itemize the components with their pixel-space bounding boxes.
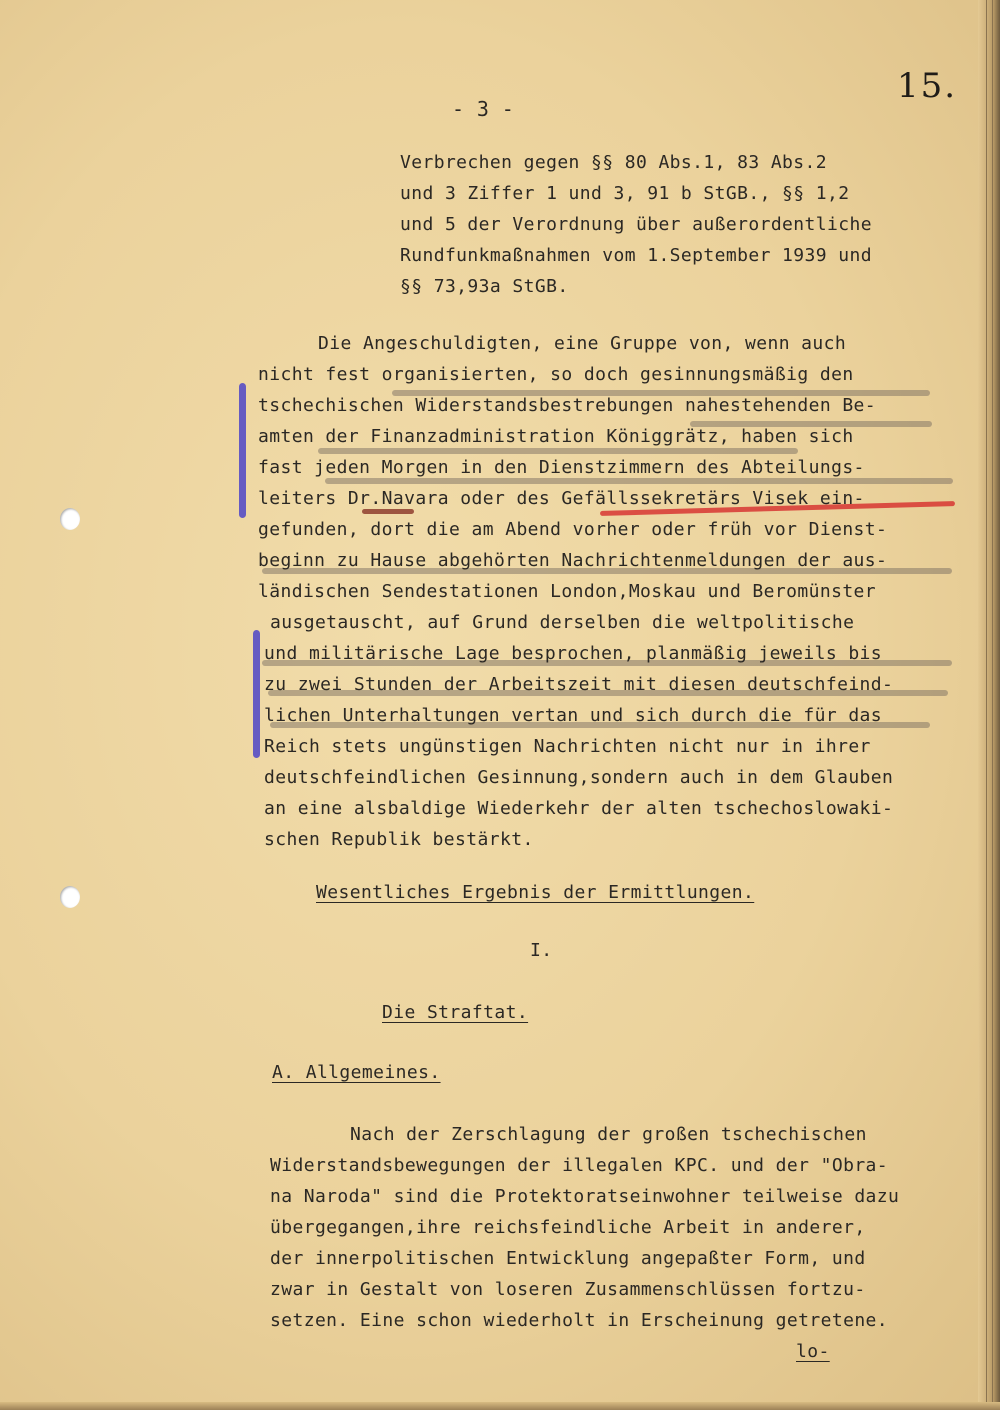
charge-line: und 3 Ziffer 1 und 3, 91 b StGB., §§ 1,2 [400,183,850,204]
charge-line: Rundfunkmaßnahmen vom 1.September 1939 und [400,245,872,266]
pencil-underline [325,478,953,484]
page-stack-edge [978,0,1000,1410]
blue-margin-mark [239,383,246,518]
paragraph-line: Nach der Zerschlagung der großen tschechischen [350,1124,867,1145]
blue-margin-mark [253,630,260,758]
paragraph-line: na Naroda" sind die Protektoratseinwohner teilweise dazu [270,1186,900,1207]
paragraph-line: und militärische Lage besprochen, planmäßig jeweils bis [264,643,883,664]
paragraph-line: ausgetauscht, auf Grund derselben die weltpolitische [270,612,855,633]
punch-hole [60,508,80,530]
paragraph-line: tschechischen Widerstandsbestrebungen nahestehenden Be- [258,395,877,416]
paragraph-line: beginn zu Hause abgehörten Nachrichtenmeldungen der aus- [258,550,888,571]
folio-number: 15. [897,66,958,106]
page-marker: - 3 - [452,97,515,121]
paragraph-line: der innerpolitischen Entwicklung angepaßter Form, und [270,1248,866,1269]
subsection-heading: A. Allgemeines. [272,1062,441,1083]
subheading: Die Straftat. [382,1002,529,1023]
paragraph-line: an eine alsbaldige Wiederkehr der alten tschechoslowaki- [264,798,894,819]
paragraph-line: zu zwei Stunden der Arbeitszeit mit diesen deutschfeind- [264,674,894,695]
charge-line: §§ 73,93a StGB. [400,276,569,297]
paragraph-line: übergegangen,ihre reichsfeindliche Arbeit in anderer, [270,1217,866,1238]
paragraph-line: ländischen Sendestationen London,Moskau und Beromünster [258,581,877,602]
charge-line: Verbrechen gegen §§ 80 Abs.1, 83 Abs.2 [400,152,828,173]
brown-pencil-stroke [362,509,414,514]
punch-hole [60,886,80,908]
paragraph-line: fast jeden Morgen in den Dienstzimmern des Abteilungs- [258,457,865,478]
paragraph-line: schen Republik bestärkt. [264,829,534,850]
paragraph-line: lichen Unterhaltungen vertan und sich durch die für das [264,705,883,726]
paragraph-line: zwar in Gestalt von loseren Zusammenschlüssen fortzu- [270,1279,866,1300]
charge-line: und 5 der Verordnung über außerordentliche [400,214,872,235]
paragraph-line: Reich stets ungünstigen Nachrichten nicht nur in ihrer [264,736,871,757]
page-bottom-edge [0,1402,1000,1410]
paragraph-line: Widerstandsbewegungen der illegalen KPC. und der "Obra- [270,1155,889,1176]
paragraph-line: deutschfeindlichen Gesinnung,sondern auch in dem Glauben [264,767,894,788]
paragraph-line: amten der Finanzadministration Königgrätz, haben sich [258,426,854,447]
paragraph-line: setzen. Eine schon wiederholt in Erscheinung getretene. [270,1310,889,1331]
roman-numeral: I. [530,940,553,961]
paragraph-line: leiters Dr.Navara oder des Gefällssekretärs Visek ein- [258,488,865,509]
catchword: lo- [796,1341,830,1362]
paragraph-line: nicht fest organisierten, so doch gesinnungsmäßig den [258,364,854,385]
pencil-underline [318,448,798,454]
section-heading: Wesentliches Ergebnis der Ermittlungen. [316,882,755,903]
paragraph-line: Die Angeschuldigten, eine Gruppe von, wenn auch [318,333,847,354]
paragraph-line: gefunden, dort die am Abend vorher oder früh vor Dienst- [258,519,888,540]
